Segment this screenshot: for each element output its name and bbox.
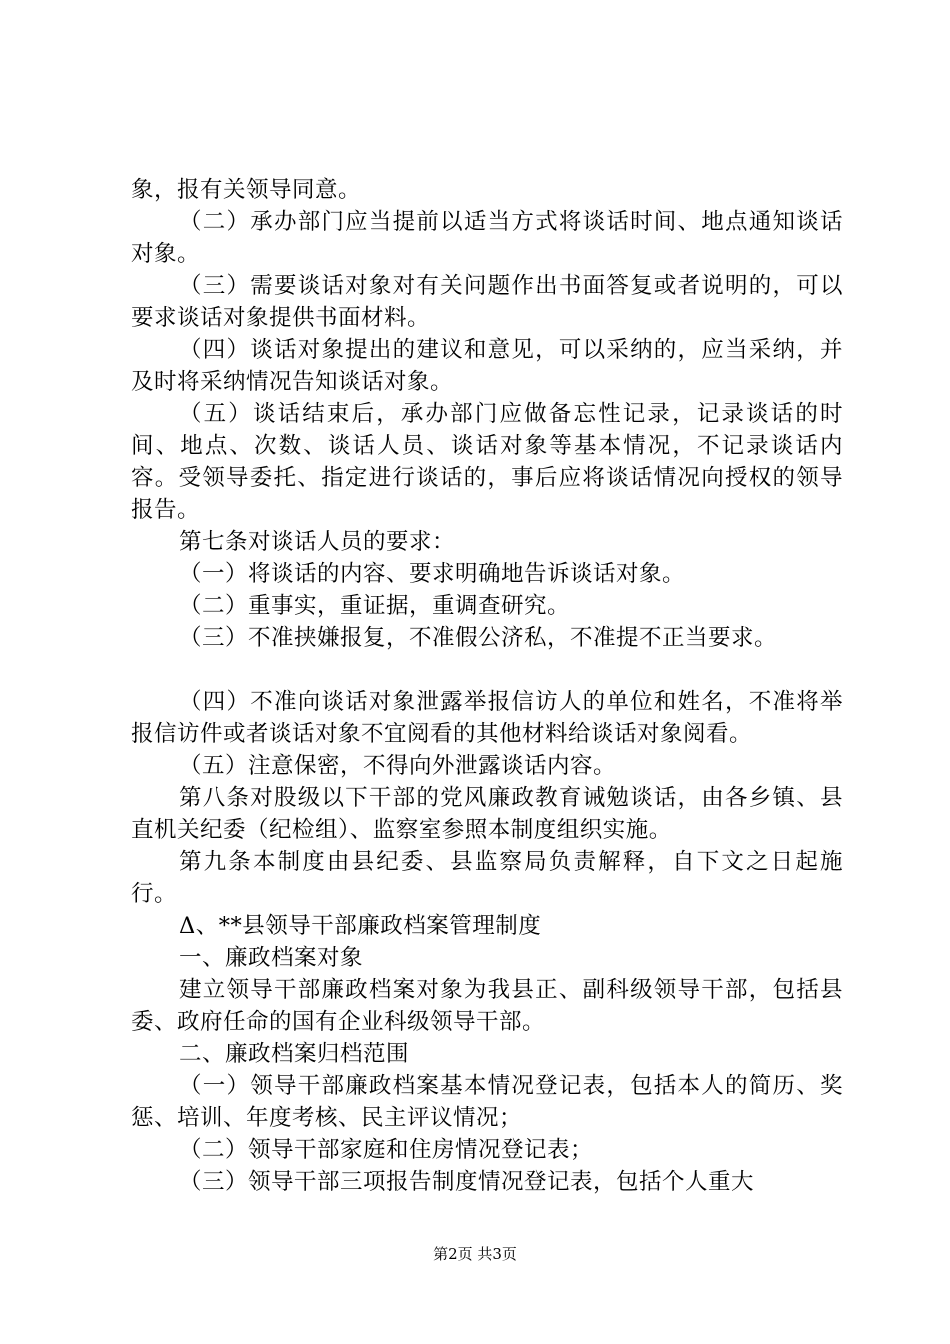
body-paragraph: （二）承办部门应当提前以适当方式将谈话时间、地点通知谈话对象。 (131, 209, 843, 267)
body-paragraph: Δ、**县领导干部廉政档案管理制度 (179, 913, 542, 939)
body-paragraph: （二）领导干部家庭和住房情况登记表； (179, 1137, 594, 1163)
body-paragraph: 建立领导干部廉政档案对象为我县正、副科级领导干部，包括县委、政府任命的国有企业科级领导干部。 (131, 977, 843, 1035)
body-paragraph: 二、廉政档案归档范围 (179, 1041, 410, 1067)
body-paragraph: （三）需要谈话对象对有关问题作出书面答复或者说明的，可以要求谈话对象提供书面材料。 (131, 273, 843, 331)
body-paragraph: （一）领导干部廉政档案基本情况登记表，包括本人的简历、奖惩、培训、年度考核、民主评议情况； (131, 1073, 843, 1131)
body-paragraph: 第七条对谈话人员的要求： (179, 529, 456, 555)
body-paragraph: （三）不准挟嫌报复，不准假公济私，不准提不正当要求。 (179, 625, 778, 651)
page-footer: 第2页 共3页 (433, 1245, 517, 1263)
body-paragraph: 第九条本制度由县纪委、县监察局负责解释，自下文之日起施行。 (131, 849, 843, 907)
body-paragraph: 第八条对股级以下干部的党风廉政教育诫勉谈话，由各乡镇、县直机关纪委（纪检组）、监察室参照本制度组织实施。 (131, 785, 843, 843)
body-paragraph: （四）不准向谈话对象泄露举报信访人的单位和姓名，不准将举报信访件或者谈话对象不宜阅看的其他材料给谈话对象阅看。 (131, 689, 843, 747)
body-paragraph: （二）重事实，重证据，重调查研究。 (179, 593, 571, 619)
body-paragraph: （四）谈话对象提出的建议和意见，可以采纳的，应当采纳，并及时将采纳情况告知谈话对象。 (131, 337, 843, 395)
body-paragraph: （五）谈话结束后，承办部门应做备忘性记录，记录谈话的时间、地点、次数、谈话人员、谈话对象等基本情况，不记录谈话内容。受领导委托、指定进行谈话的，事后应将谈话情况向授权的领导报告。 (131, 401, 843, 523)
blank-line (131, 654, 843, 686)
body-paragraph: 一、廉政档案对象 (179, 945, 364, 971)
document-body (131, 174, 843, 1198)
body-paragraph: （五）注意保密，不得向外泄露谈话内容。 (179, 753, 617, 779)
body-paragraph: 象，报有关领导同意。 (131, 177, 362, 203)
body-paragraph: （三）领导干部三项报告制度情况登记表，包括个人重大 (179, 1169, 755, 1195)
body-paragraph: （一）将谈话的内容、要求明确地告诉谈话对象。 (179, 561, 686, 587)
